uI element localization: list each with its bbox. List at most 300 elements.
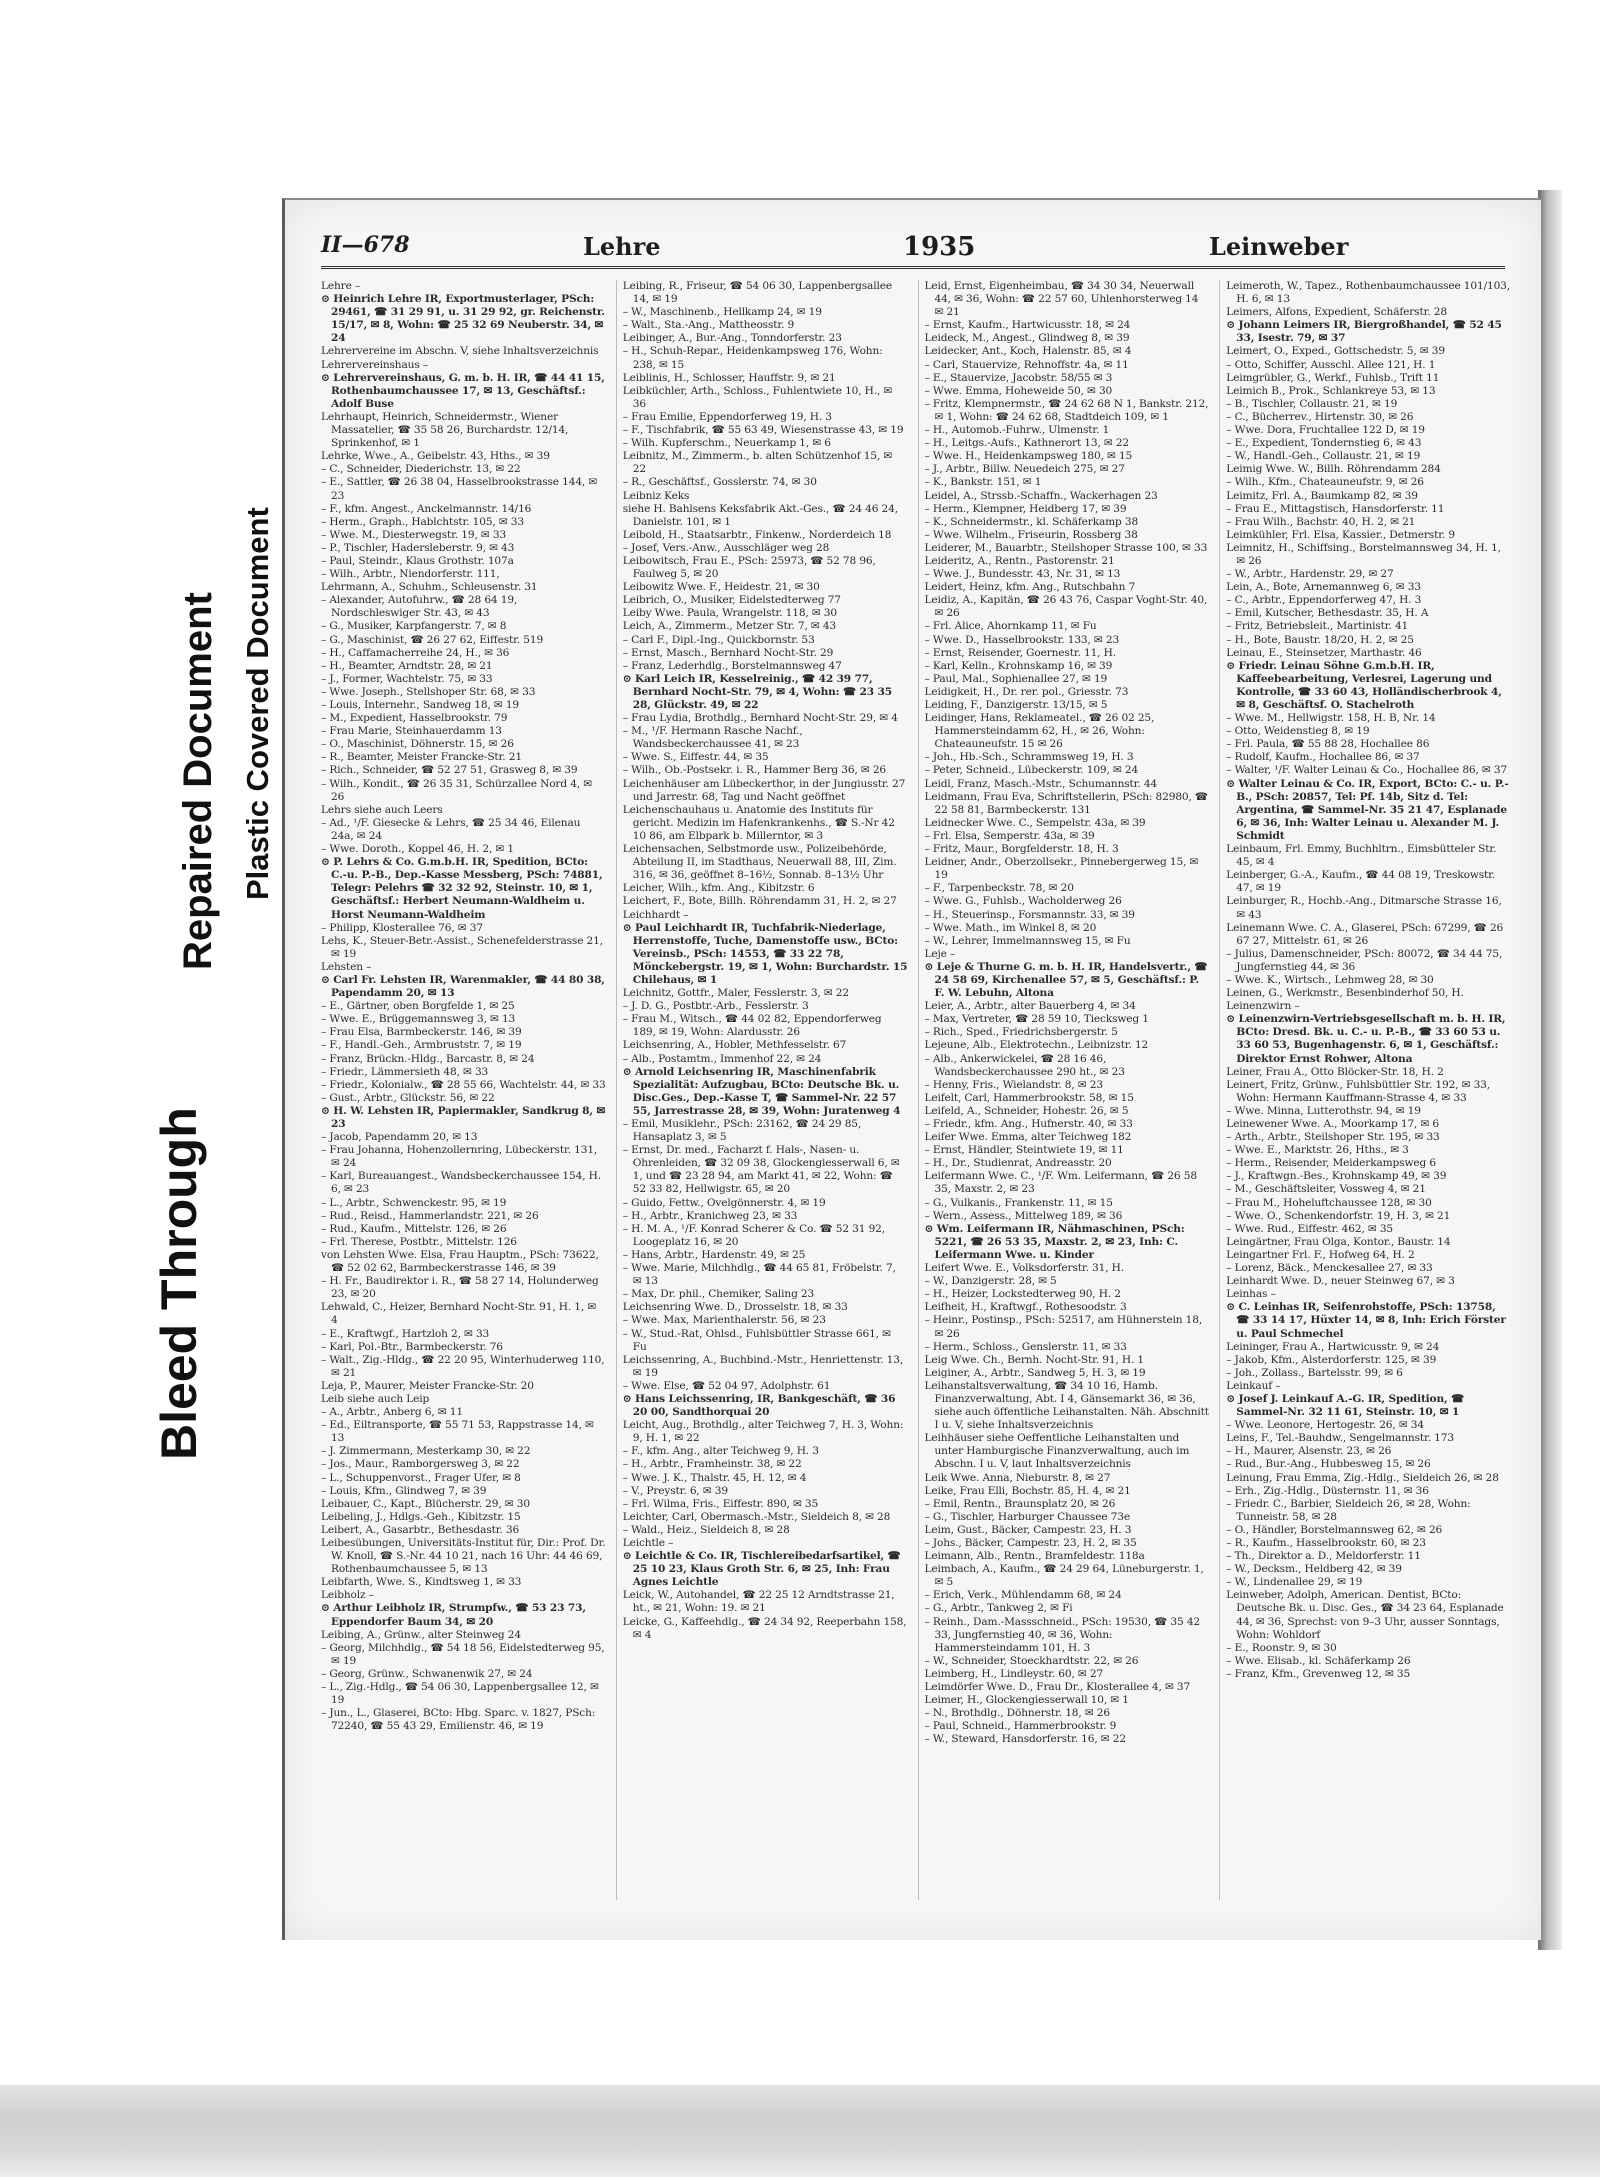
directory-entry: – W., Handl.-Geh., Collaustr. 21, ✉ 19 — [1226, 450, 1421, 463]
directory-entry: – Wwe. Elisab., kl. Schäferkamp 26 — [1226, 1654, 1411, 1667]
directory-entry: – Gust., Arbtr., Glückstr. 56, ✉ 22 — [321, 1091, 495, 1104]
directory-entry: – Carl, Stauervize, Rehnoffstr. 4a, ✉ 11 — [924, 358, 1129, 371]
directory-entry: – L., Zig.-Hdlg., ☎ 54 06 30, Lappenbergsallee 12, ✉ 19 — [321, 1681, 599, 1707]
directory-entry: – Jakob, Kfm., Alsterdorferstr. 125, ✉ 39 — [1226, 1353, 1437, 1366]
directory-entry: – Frl. Elsa, Semperstr. 43a, ✉ 39 — [924, 829, 1095, 842]
directory-entry: ⊙ Leichtle & Co. IR, Tischlereibedarfsartikel, ☎ 25 10 23, Klaus Groth Str. 6, ✉ 25, Inh: Frau Agnes Leichtle — [622, 1550, 901, 1589]
directory-entry: ⊙ Wm. Leifermann IR, Nähmaschinen, PSch: 5221, ☎ 26 53 35, Maxstr. 2, ✉ 23, Inh: C. Leifermann Wwe. u. Kinder — [924, 1222, 1185, 1261]
directory-entry: Leinburger, R., Hochb.-Ang., Ditmarsche Strasse 16, ✉ 43 — [1226, 895, 1502, 921]
directory-entry: – Wwe. J., Bundesstr. 43, Nr. 31, ✉ 13 — [924, 568, 1121, 581]
directory-entry: – L., Schuppenvorst., Frager Ufer, ✉ 8 — [321, 1471, 521, 1484]
directory-entry: Leinung, Frau Emma, Zig.-Hdlg., Sieldeich 26, ✉ 28 — [1226, 1471, 1499, 1484]
directory-entry: – Wilh., Kondit., ☎ 26 35 31, Schürzallee Nord 4, ✉ 26 — [321, 777, 592, 803]
directory-entry: ⊙ Lehrervereinshaus, G. m. b. H. IR, ☎ 44 41 15, Rothenbaumchaussee 17, ✉ 13, Geschäftsf.: Adolf Buse — [321, 371, 605, 410]
directory-entry: Leicke, G., Kaffeehdlg., ☎ 24 34 92, Reeperbahn 158, ✉ 4 — [622, 1615, 907, 1641]
directory-entry: – Arth., Arbtr., Steilshoper Str. 195, ✉ 33 — [1226, 1131, 1440, 1144]
directory-entry: Leiding, F., Danzigerstr. 13/15, ✉ 5 — [924, 699, 1108, 711]
directory-entry: – Jacob, Papendamm 20, ✉ 13 — [321, 1131, 478, 1144]
directory-entry: – Paul, Mal., Sophienallee 27, ✉ 19 — [924, 672, 1108, 685]
directory-entry: – V., Preystr. 6, ✉ 39 — [622, 1484, 728, 1497]
directory-entry: – H. Fr., Baudirektor i. R., ☎ 58 27 14, Holunderweg 23, ✉ 20 — [321, 1275, 599, 1301]
directory-entry: – J. D. G., Postbtr.-Arb., Fesslerstr. 3 — [622, 1000, 809, 1013]
directory-entry: Leich, A., Zimmerm., Metzer Str. 7, ✉ 43 — [622, 620, 837, 633]
directory-entry: Leingartner Frl. F., Hofweg 64, H. 2 — [1226, 1248, 1415, 1261]
directory-entry: Leifelt, Carl, Hammerbrookstr. 58, ✉ 15 — [924, 1091, 1134, 1104]
directory-entry: – W., Stud.-Rat, Ohlsd., Fuhlsbüttler Strasse 661, ✉ Fu — [622, 1327, 891, 1353]
directory-entry: Lehsten – — [321, 960, 372, 973]
directory-entry: Leibküchler, Arth., Schloss., Fuhlentwiete 10, H., ✉ 36 — [622, 384, 893, 410]
directory-entry: Leidecker, Ant., Koch, Halenstr. 85, ✉ 4 — [924, 345, 1132, 358]
directory-entry: – H., Arbtr., Kranichweg 23, ✉ 33 — [622, 1209, 798, 1222]
directory-entry: – Karl, Bureauangest., Wandsbeckerchaussee 154, H. 6, ✉ 23 — [321, 1170, 601, 1196]
directory-entry: Leichsenring Wwe. D., Drosselstr. 18, ✉ 33 — [622, 1301, 848, 1314]
directory-entry: – W., Maschinenb., Hellkamp 24, ✉ 19 — [622, 306, 822, 319]
directory-entry: Leichensachen, Selbstmorde usw., Polizeibehörde, Abteilung II, im Stadthaus, Neuerwall 88, III, Zim. 316, ✉ 36, geöffnet 8–16½, Sonnab. 8–13½ Uhr — [622, 843, 897, 882]
page-header — [321, 232, 1505, 269]
directory-entry: – J. Zimmermann, Mesterkamp 30, ✉ 22 — [321, 1445, 531, 1458]
directory-entry: – H., Heizer, Lockstedterweg 90, H. 2 — [924, 1288, 1121, 1301]
directory-entry: – Wwe. S., Eiffestr. 44, ✉ 35 — [622, 751, 769, 764]
directory-entry: Leibniz Keks — [622, 489, 690, 502]
directory-entry: ⊙ Leinenzwirn-Vertriebsgesellschaft m. b. H. IR, BCto: Dresd. Bk. u. C.- u. P.-B., ☎ 33 60 53 u. 33 60 53, Bugenhagenstr. 6, ✉ 1, Geschäftsf.: Direktor Ernst Rohwer, Altona — [1226, 1013, 1506, 1065]
directory-entry: – Alb., Ankerwickelei, ☎ 28 16 46, Wandsbeckerchaussee 290 ht., ✉ 23 — [924, 1052, 1125, 1078]
directory-entry: Leichhardt – — [622, 908, 689, 921]
directory-entry: Leimbach, A., Kaufm., ☎ 24 29 64, Lüneburgerstr. 1, ✉ 5 — [924, 1563, 1204, 1589]
directory-entry: – H., Steuerinsp., Forsmannstr. 33, ✉ 39 — [924, 908, 1135, 921]
directory-entry: – Emil, Kutscher, Bethesdastr. 35, H. A — [1226, 607, 1429, 620]
directory-entry: Lein, A., Bote, Arnemannweg 6, ✉ 33 — [1226, 581, 1421, 594]
directory-entry: Leimkühler, Frl. Elsa, Kassier., Detmerstr. 9 — [1226, 528, 1455, 541]
directory-entry: – K., Schneidermstr., kl. Schäferkamp 38 — [924, 515, 1139, 528]
directory-entry: – Alexander, Autofuhrw., ☎ 28 64 19, Nordschleswiger Str. 43, ✉ 43 — [321, 594, 518, 620]
directory-entry: – Wwe. Minna, Lutterothstr. 94, ✉ 19 — [1226, 1104, 1421, 1117]
directory-entry: ⊙ Carl Fr. Lehsten IR, Warenmakler, ☎ 44 80 38, Papendamm 20, ✉ 13 — [321, 973, 605, 1000]
directory-entry: – Th., Direktor a. D., Meldorferstr. 11 — [1226, 1550, 1421, 1563]
directory-entry: – Erich, Verk., Mühlendamm 68, ✉ 24 — [924, 1589, 1122, 1602]
directory-entry: – Georg, Grünw., Schwanenwik 27, ✉ 24 — [321, 1667, 533, 1680]
directory-entry: – Frau Johanna, Hohenzollernring, Lübeckerstr. 131, ✉ 24 — [321, 1144, 598, 1170]
directory-entry: – Rich., Schneider, ☎ 52 27 51, Grasweg 8, ✉ 39 — [321, 764, 578, 777]
header-right-word: Leinweber — [1209, 232, 1349, 261]
directory-entry: Leibesübungen, Universitäts-Institut für, Dir.: Prof. Dr. W. Knoll, ☎ S.-Nr. 44 10 21, nach 16 Uhr: 44 46 69, Rothenbaumchaussee 5, ✉ 13 — [321, 1537, 606, 1576]
directory-entry: – Frau Elsa, Barmbeckerstr. 146, ✉ 39 — [321, 1026, 522, 1039]
directory-entry: – Johs., Bäcker, Campestr. 23, H. 2, ✉ 35 — [924, 1537, 1137, 1549]
directory-entry: Leibold, H., Staatsarbtr., Finkenw., Norderdeich 18 — [622, 528, 892, 541]
directory-entry: – C., Bücherrev., Hirtenstr. 30, ✉ 26 — [1226, 410, 1414, 423]
directory-entry: – Ernst, Reisender, Goernestr. 11, H. — [924, 646, 1116, 659]
directory-entry: Leiner, Frau A., Otto Blöcker-Str. 18, H. 2 — [1226, 1065, 1444, 1078]
directory-entry: Leig Wwe. Ch., Bernh. Nocht-Str. 91, H. 1 — [924, 1353, 1144, 1366]
directory-entry: ⊙ C. Leinhas IR, Seifenrohstoffe, PSch: 13758, ☎ 33 14 17, Hüxter 14, ✉ 8, Inh: Erich Förster u. Paul Schmechel — [1226, 1301, 1506, 1340]
directory-entry: – W., Schneider, Stoeckhardtstr. 22, ✉ 26 — [924, 1654, 1139, 1667]
directory-entry: – Fritz, Klempnermstr., ☎ 24 62 68 N 1, Bankstr. 212, ✉ 1, Wohn: ☎ 24 62 68, Stadtdeich 109, ✉ 1 — [924, 397, 1209, 423]
directory-entry: Leimich B., Prok., Schlankreye 53, ✉ 13 — [1226, 384, 1436, 397]
directory-entry: – Herm., Klempner, Heidberg 17, ✉ 39 — [924, 502, 1127, 515]
directory-entry: – Rudolf, Kaufm., Hochallee 86, ✉ 37 — [1226, 751, 1420, 764]
directory-entry: – G., Vulkanis., Frankenstr. 11, ✉ 15 — [924, 1196, 1113, 1209]
directory-entry: – Wilh., Ob.-Postsekr. i. R., Hammer Berg 36, ✉ 26 — [622, 764, 887, 777]
directory-entry: – P., Tischler, Hadersleberstr. 9, ✉ 43 — [321, 541, 515, 554]
directory-entry: – W., Decksm., Heldberg 42, ✉ 39 — [1226, 1563, 1402, 1576]
directory-entry: – Rud., Bur.-Ang., Hubbesweg 15, ✉ 26 — [1226, 1458, 1431, 1471]
directory-entry: – H., Beamter, Arndtstr. 28, ✉ 21 — [321, 659, 493, 672]
directory-entry: Leiginer, A., Arbtr., Sandweg 5, H. 3, ✉ 19 — [924, 1366, 1146, 1379]
directory-entry: – Wwe. J. K., Thalstr. 45, H. 12, ✉ 4 — [622, 1471, 807, 1484]
directory-entry: Leichert, F., Bote, Billh. Röhrendamm 31, H. 2, ✉ 27 — [622, 895, 897, 908]
directory-entry: – Wwe. Emma, Hoheweide 50, ✉ 30 — [924, 384, 1113, 397]
directory-entry: – G., Maschinist, ☎ 26 27 62, Eiffestr. 519 — [321, 633, 544, 646]
directory-entry: – W., Lehrer, Immelmannsweg 15, ✉ Fu — [924, 934, 1131, 947]
directory-entry: – C., Arbtr., Eppendorferweg 47, H. 3 — [1226, 594, 1422, 607]
directory-entry: – Wwe. Leonore, Hertogestr. 26, ✉ 34 — [1226, 1419, 1424, 1432]
directory-entry: – Georg, Milchhdlg., ☎ 54 18 56, Eidelstedterweg 95, ✉ 19 — [321, 1641, 605, 1667]
directory-entry: ⊙ Johann Leimers IR, Biergroßhandel, ☎ 52 45 33, Isestr. 79, ✉ 37 — [1226, 319, 1502, 345]
directory-entry: Leier, A., Arbtr., alter Bauerberg 4, ✉ 34 — [924, 1000, 1136, 1013]
directory-entry: Leininger, Frau A., Hartwicusstr. 9, ✉ 24 — [1226, 1340, 1440, 1353]
directory-entry: – Louis, Kfm., Glindweg 7, ✉ 39 — [321, 1484, 487, 1497]
directory-entry: – E., Sattler, ☎ 26 38 04, Hasselbrookstrasse 144, ✉ 23 — [321, 476, 598, 502]
directory-entry: – Frau M., Witsch., ☎ 44 02 82, Eppendorferweg 189, ✉ 19, Wohn: Alardusstr. 26 — [622, 1013, 882, 1039]
directory-entry: Lehrervereine im Abschn. V, siehe Inhaltsverzeichnis — [321, 345, 599, 358]
directory-entry: – Friedr., Lämmersieth 48, ✉ 33 — [321, 1065, 489, 1078]
directory-entry: – Alb., Postamtm., Immenhof 22, ✉ 24 — [622, 1052, 822, 1065]
directory-entry: – Frl. Paula, ☎ 55 88 28, Hochallee 86 — [1226, 738, 1430, 751]
directory-entry: – F., Tarpenbeckstr. 78, ✉ 20 — [924, 882, 1074, 895]
directory-entry: Leidinger, Hans, Reklameatel., ☎ 26 02 25, Hammersteindamm 62, H., ✉ 26, Wohn: Chateauneufstr. 15 ✉ 26 — [924, 712, 1155, 751]
directory-entry: – H. M. A., ¹/F. Konrad Scherer & Co. ☎ 52 31 92, Loogeplatz 16, ✉ 20 — [622, 1222, 885, 1248]
label-bleed-through: Bleed Through — [151, 1107, 207, 1460]
directory-entry: Leibeling, J., Hdlgs.-Geh., Kibitzstr. 15 — [321, 1510, 521, 1523]
directory-entry: Leidiz, A., Kapitän, ☎ 26 43 76, Caspar Voght-Str. 40, ✉ 26 — [924, 594, 1208, 620]
directory-entry: Leidl, Franz, Masch.-Mstr., Schumannstr. 44 — [924, 777, 1158, 790]
directory-entry: Leibowitz Wwe. F., Heidestr. 21, ✉ 30 — [622, 581, 820, 594]
directory-entry: – Otto, Weidenstieg 8, ✉ 19 — [1226, 725, 1370, 738]
directory-entry: – Friedr. C., Barbier, Sieldeich 26, ✉ 28, Wohn: Tunneistr. 58, ✉ 28 — [1226, 1497, 1471, 1523]
directory-entry: – H., Caffamacherreihe 24, H., ✉ 36 — [321, 646, 510, 659]
directory-entry: – Wwe. G., Fuhlsb., Wacholderweg 26 — [924, 895, 1122, 908]
directory-page — [282, 198, 1541, 1940]
directory-entry: von Lehsten Wwe. Elsa, Frau Hauptm., PSch: 73622, ☎ 52 02 62, Barmbeckerstrasse 146, ✉ 39 — [321, 1248, 599, 1275]
directory-entry: Leick, W., Autohandel, ☎ 22 25 12 Arndtstrasse 21, ht., ✉ 21, Wohn: 19. ✉ 21 — [622, 1589, 895, 1615]
directory-entry: Leibrich, O., Musiker, Eidelstedterweg 77 — [622, 594, 841, 607]
directory-entry: – Wwe. Max, Marienthalerstr. 56, ✉ 23 — [622, 1314, 826, 1327]
directory-entry: Lehrervereinshaus – — [321, 358, 428, 371]
directory-entry: – G., Arbtr., Tankweg 2, ✉ Fi — [924, 1602, 1073, 1615]
directory-entry: – M., Geschäftsleiter, Vossweg 4, ✉ 21 — [1226, 1183, 1426, 1196]
directory-entry: Lehs, K., Steuer-Betr.-Assist., Schenefelderstrasse 21, ✉ 19 — [321, 934, 603, 960]
directory-entry: Leiderer, M., Bauarbtr., Steilshoper Strasse 100, ✉ 33 — [924, 541, 1208, 554]
directory-entry: Leimert, O., Exped., Gottschedstr. 5, ✉ 39 — [1226, 345, 1445, 358]
directory-entry: Leichsenring, A., Hobler, Methfesselstr. 67 — [622, 1039, 847, 1052]
directory-entry: – Wilh., Kfm., Chateauneufstr. 9, ✉ 26 — [1226, 476, 1424, 489]
directory-columns — [321, 280, 1511, 1900]
directory-entry: – Ernst, Händler, Steintwiete 19, ✉ 11 — [924, 1144, 1124, 1157]
directory-entry: Leja, P., Maurer, Meister Francke-Str. 20 — [321, 1379, 534, 1392]
directory-entry: – Rud., Kaufm., Mittelstr. 126, ✉ 26 — [321, 1222, 507, 1235]
directory-entry: – Friedr., Kolonialw., ☎ 28 55 66, Wachtelstr. 44, ✉ 33 — [321, 1078, 606, 1091]
directory-entry: – H., Bote, Baustr. 18/20, H. 2, ✉ 25 — [1226, 633, 1414, 646]
directory-entry: Leinewener Wwe. A., Moorkamp 17, ✉ 6 — [1226, 1118, 1440, 1130]
directory-entry: – H., Arbtr., Framheinstr. 38, ✉ 22 — [622, 1458, 802, 1471]
directory-entry: Leichenschauhaus u. Anatomie des Instituts für gericht. Medizin im Hafenkrankenhs., ☎ S.-Nr 42 10 86, am Elbpark b. Millerntor, ✉ 3 — [622, 803, 895, 842]
directory-entry: Leidigkeit, H., Dr. rer. pol., Griesstr. 73 — [924, 685, 1129, 698]
directory-entry: – O., Händler, Borstelmannsweg 62, ✉ 26 — [1226, 1523, 1443, 1536]
directory-entry: – Emil, Rentn., Braunsplatz 20, ✉ 26 — [924, 1497, 1116, 1510]
directory-entry: – Frau E., Mittagstisch, Hansdorferstr. 11 — [1226, 502, 1445, 515]
directory-entry: Lejeune, Alb., Elektrotechn., Leibnizstr. 12 — [924, 1039, 1149, 1052]
directory-entry: – Wwe. Marie, Milchhdlg., ☎ 44 65 81, Fröbelstr. 7, ✉ 13 — [622, 1262, 896, 1288]
directory-entry: Leidmann, Frau Eva, Schriftstellerin, PSch: 82980, ☎ 22 58 81, Barmbeckerstr. 131 — [924, 790, 1208, 816]
directory-entry: – Frau Emilie, Eppendorferweg 19, H. 3 — [622, 410, 832, 423]
directory-entry: Leimnitz, H., Schiffsing., Borstelmannsweg 34, H. 1, ✉ 26 — [1226, 541, 1501, 567]
directory-entry: ⊙ Heinrich Lehre IR, Exportmusterlager, PSch: 29461, ☎ 31 29 91, u. 31 29 92, gr. Reichenstr. 15/17, ✉ 8, Wohn: ☎ 25 32 69 Neuberstr. 34, ✉ 24 — [321, 293, 605, 345]
directory-entry: – Karl, Kelln., Krohnskamp 16, ✉ 39 — [924, 659, 1113, 672]
directory-entry: – Friedr., kfm. Ang., Hufnerstr. 40, ✉ 33 — [924, 1118, 1133, 1130]
directory-entry: – Herm., Graph., Hablchtstr. 105, ✉ 33 — [321, 515, 524, 528]
directory-entry: – Philipp, Klosterallee 76, ✉ 37 — [321, 921, 483, 934]
directory-entry: – Franz, Lederhdlg., Borstelmannsweg 47 — [622, 659, 842, 672]
directory-entry: – W., Lindenallee 29, ✉ 19 — [1226, 1576, 1363, 1589]
directory-entry: Leinenzwirn – — [1226, 1000, 1300, 1013]
directory-entry: – Wwe. Else, ☎ 52 04 97, Adolphstr. 61 — [622, 1379, 831, 1392]
scanner-bar — [0, 2085, 1600, 2177]
directory-entry: Leidner, Andr., Oberzollsekr., Pinnebergerweg 15, ✉ 19 — [924, 856, 1199, 882]
directory-entry: – Wwe. Joseph., Stellshoper Str. 68, ✉ 33 — [321, 685, 536, 698]
directory-entry: – H., Automob.-Fuhrw., Ulmenstr. 1 — [924, 424, 1110, 437]
directory-entry: – Wern., Assess., Mittelweg 189, ✉ 36 — [924, 1209, 1123, 1222]
directory-entry: ⊙ Walter Leinau & Co. IR, Export, BCto: C.- u. P.-B., PSch: 20857, Tel: Pf. 14b, Sitz d. Tel: Argentina, ☎ Sammel-Nr. 35 21 47, Esplanade 6, ✉ 36, Inh: Walter Leinau u. Alexander M. J. Schmidt — [1226, 777, 1509, 842]
directory-entry: Leifert Wwe. E., Volksdorferstr. 31, H. — [924, 1262, 1124, 1275]
directory-entry: – Heinr., Postinsp., PSch: 52517, am Hühnerstein 18, ✉ 26 — [924, 1314, 1203, 1340]
directory-entry: siehe H. Bahlsens Keksfabrik Akt.-Ges., ☎ 24 46 24, Danielstr. 101, ✉ 1 — [622, 502, 898, 528]
label-repaired-document: Repaired Document — [176, 592, 220, 970]
directory-entry: – Frau M., Hoheluftchaussee 128, ✉ 30 — [1226, 1196, 1432, 1209]
directory-entry: Leicher, Wilh., kfm. Ang., Kibitzstr. 6 — [622, 882, 815, 895]
directory-entry: – L., Arbtr., Schwenckestr. 95, ✉ 19 — [321, 1196, 507, 1209]
directory-entry: Leibinger, A., Bur.-Ang., Tonndorferstr. 23 — [622, 332, 842, 345]
directory-entry: – Ernst, Dr. med., Facharzt f. Hals-, Nasen- u. Ohrenleiden, ☎ 32 09 38, Glockengiesserwall 6, ✉ 1, und ☎ 23 28 94, am Markt 41, ✉ 22, Wohn: ☎ 52 33 82, Hellwigstr. 65, ✉ 20 — [622, 1144, 900, 1196]
directory-entry: Lehwald, C., Heizer, Bernhard Nocht-Str. 91, H. 1, ✉ 4 — [321, 1301, 597, 1327]
directory-entry: – E., Roonstr. 9, ✉ 30 — [1226, 1641, 1337, 1654]
directory-entry: – Wilh. Kupferschm., Neuerkamp 1, ✉ 6 — [622, 437, 831, 450]
directory-entry: – Wwe. Math., im Winkel 8, ✉ 20 — [924, 921, 1097, 934]
directory-entry: Leinhas – — [1226, 1288, 1276, 1301]
directory-column-4 — [1219, 280, 1511, 1900]
directory-entry: – Ernst, Masch., Bernhard Nocht-Str. 29 — [622, 646, 834, 659]
directory-entry: – W., Steward, Hansdorferstr. 16, ✉ 22 — [924, 1733, 1126, 1746]
directory-entry: Leimig Wwe. W., Billh. Röhrendamm 284 — [1226, 463, 1441, 476]
directory-entry: Leibholz – — [321, 1589, 374, 1602]
directory-entry: – R., Beamter, Meister Francke-Str. 21 — [321, 751, 522, 764]
directory-entry: – Wwe. M., Hellwigstr. 158, H. B, Nr. 14 — [1226, 712, 1436, 725]
directory-entry: – G., Tischler, Harburger Chaussee 73e — [924, 1510, 1130, 1523]
directory-entry: – Guido, Fettw., Ovelgönnerstr. 4, ✉ 19 — [622, 1196, 826, 1209]
page-number: II—678 — [321, 232, 410, 258]
directory-entry: – Wwe. Rud., Eiffestr. 462, ✉ 35 — [1226, 1222, 1393, 1235]
directory-entry: – Lorenz, Bäck., Menckesallee 27, ✉ 33 — [1226, 1262, 1433, 1275]
directory-entry: – Wwe. O., Schenkendorfstr. 19, H. 3, ✉ 21 — [1226, 1209, 1451, 1222]
directory-entry: – Walt., Sta.-Ang., Mattheosstr. 9 — [622, 319, 795, 332]
directory-entry: Leicht, Aug., Brothdlg., alter Teichweg 7, H. 3, Wohn: 9, H. 1, ✉ 22 — [622, 1419, 904, 1445]
directory-entry: Leihhäuser siehe Oeffentliche Leihanstalten und unter Hamburgische Finanzverwaltung, auch im Abschn. I u. V, laut Inhaltsverzeichnis — [924, 1432, 1190, 1471]
directory-entry: Leifer Wwe. Emma, alter Teichweg 182 — [924, 1131, 1132, 1144]
directory-entry: – E., Kraftwgf., Hartzloh 2, ✉ 33 — [321, 1327, 490, 1340]
directory-entry: – Wwe. E., Marktstr. 26, Hths., ✉ 3 — [1226, 1144, 1409, 1157]
directory-entry: Lehre – — [321, 280, 361, 292]
directory-entry: Leimeroth, W., Tapez., Rothenbaumchaussee 101/103, H. 6, ✉ 13 — [1226, 280, 1510, 306]
directory-entry: – N., Brothdlg., Döhnerstr. 18, ✉ 26 — [924, 1707, 1110, 1720]
header-year: 1935 — [903, 232, 976, 262]
directory-entry: – Reinh., Dam.-Massschneid., PSch: 19530, ☎ 35 42 33, Jungfernstieg 40, ✉ 36, Wohn: Hammersteindamm 101, H. 3 — [924, 1615, 1200, 1654]
directory-entry: Leimberg, H., Lindleystr. 60, ✉ 27 — [924, 1667, 1104, 1680]
directory-entry: Leibing, A., Grünw., alter Steinweg 24 — [321, 1628, 521, 1641]
directory-entry: – R., Kaufm., Hasselbrookstr. 60, ✉ 23 — [1226, 1537, 1426, 1549]
directory-entry: Leifeld, A., Schneider, Hohestr. 26, ✉ 5 — [924, 1104, 1129, 1117]
directory-entry: Leichenhäuser am Lübeckerthor, in der Jungiusstr. 27 und Jarrestr. 68, Tag und Nacht geöffnet — [622, 777, 906, 803]
directory-entry: – H., Maurer, Alsenstr. 23, ✉ 26 — [1226, 1445, 1392, 1458]
directory-entry: – Frl. Wilma, Fris., Eiffestr. 890, ✉ 35 — [622, 1497, 819, 1510]
directory-entry: – Peter, Schneid., Lübeckerstr. 109, ✉ 24 — [924, 764, 1139, 777]
directory-entry: Leifermann Wwe. C., ¹/F. Wm. Leifermann, ☎ 26 58 35, Maxstr. 2, ✉ 23 — [924, 1170, 1197, 1196]
directory-entry: – Rud., Reisd., Hammerlandstr. 221, ✉ 26 — [321, 1209, 539, 1222]
directory-entry: Leibauer, C., Kapt., Blücherstr. 29, ✉ 30 — [321, 1497, 530, 1510]
directory-entry: ⊙ Josef J. Leinkauf A.-G. IR, Spedition, ☎ Sammel-Nr. 32 11 61, Steinstr. 10, ✉ 1 — [1226, 1392, 1465, 1419]
directory-entry: Lehrke, Wwe., A., Geibelstr. 43, Hths., ✉ 39 — [321, 450, 550, 463]
directory-entry: – Frl. Alice, Ahornkamp 11, ✉ Fu — [924, 620, 1097, 633]
directory-entry: – C., Schneider, Diederichstr. 13, ✉ 22 — [321, 463, 521, 476]
directory-entry: – Jun., L., Glaserei, BCto: Hbg. Sparc. v. 1827, PSch: 72240, ☎ 55 43 29, Emilienstr. 46, ✉ 19 — [321, 1707, 596, 1733]
directory-entry: Leibing, R., Friseur, ☎ 54 06 30, Lappenbergsallee 14, ✉ 19 — [622, 280, 892, 306]
page-edge-shadow — [1538, 190, 1562, 1950]
directory-entry: – H., Dr., Studienrat, Andreasstr. 20 — [924, 1157, 1112, 1170]
directory-entry: – M., Expedient, Hasselbrookstr. 79 — [321, 712, 508, 725]
directory-entry: – J., Kraftwgn.-Bes., Krohnskamp 49, ✉ 39 — [1226, 1170, 1447, 1183]
directory-entry: – G., Musiker, Karpfangerstr. 7, ✉ 8 — [321, 620, 507, 633]
directory-entry: – Herm., Reisender, Meiderkampsweg 6 — [1226, 1157, 1436, 1170]
directory-entry: – Wwe. E., Brüggemannsweg 3, ✉ 13 — [321, 1013, 516, 1026]
directory-entry: Leinweber, Adolph, American. Dentist, BCto: Deutsche Bk. u. Disc. Ges., ☎ 34 23 64, Esplanade 44, ✉ 36, Sprechst: von 9–3 Uhr, ausser Sonntags, Wohn: Wohldorf — [1226, 1589, 1504, 1641]
directory-entry: – Hans, Arbtr., Hardenstr. 49, ✉ 25 — [622, 1248, 806, 1261]
directory-entry: – Wwe. D., Hasselbrookstr. 133, ✉ 23 — [924, 633, 1120, 646]
directory-entry: Leichtle – — [622, 1537, 674, 1549]
directory-entry: – J., Former, Wachtelstr. 75, ✉ 33 — [321, 672, 493, 685]
directory-entry: ⊙ Arnold Leichsenring IR, Maschinenfabrik Spezialität: Aufzugbau, BCto: Deutsche Bk. u. Disc.Ges., Dep.-Kasse T, ☎ Sammel-Nr. 22 57 55, Jarrestrasse 28, ✉ 39, Wohn: Juratenweg 4 — [622, 1065, 901, 1117]
directory-entry: Leiblinis, H., Schlosser, Hauffstr. 9, ✉ 21 — [622, 371, 836, 384]
directory-entry: Leimer, H., Glockengiesserwall 10, ✉ 1 — [924, 1694, 1129, 1707]
directory-entry: Leinemann Wwe. C. A., Glaserei, PSch: 67299, ☎ 26 67 27, Mittelstr. 61, ✉ 26 — [1226, 921, 1504, 947]
directory-entry: Leideritz, A., Rentn., Pastorenstr. 21 — [924, 554, 1115, 567]
directory-entry: Leinbaum, Frl. Emmy, Buchhltrn., Eimsbütteler Str. 45, ✉ 4 — [1226, 843, 1497, 869]
directory-entry: – Wwe. M., Diesterwegstr. 19, ✉ 33 — [321, 528, 507, 541]
directory-entry: – E., Stauervize, Jacobstr. 58/55 ✉ 3 — [924, 371, 1113, 384]
directory-entry: Lehrmann, A., Schuhm., Schleusenstr. 31 — [321, 581, 538, 594]
directory-entry: – Frau Wilh., Bachstr. 40, H. 2, ✉ 21 — [1226, 515, 1416, 528]
directory-entry: – Walter, ¹/F. Walter Leinau & Co., Hochallee 86, ✉ 37 — [1226, 764, 1508, 777]
directory-entry: – Emil, Musiklehr., PSch: 23162, ☎ 24 29 85, Hansaplatz 3, ✉ 5 — [622, 1118, 862, 1144]
directory-entry: ⊙ H. W. Lehsten IR, Papiermakler, Sandkrug 8, ✉ 23 — [321, 1104, 606, 1130]
directory-entry: Leidnecker Wwe. C., Sempelstr. 43a, ✉ 39 — [924, 816, 1146, 829]
directory-entry: – F., Handl.-Geh., Armbruststr. 7, ✉ 19 — [321, 1039, 522, 1052]
directory-entry: – Wwe. Dora, Fruchtallee 122 D, ✉ 19 — [1226, 424, 1425, 437]
directory-entry: – Julius, Damenschneider, PSch: 80072, ☎ 34 44 75, Jungfernstieg 44, ✉ 36 — [1226, 947, 1503, 973]
directory-entry: – Franz, Kfm., Grevenweg 12, ✉ 35 — [1226, 1667, 1411, 1680]
directory-entry: – Wwe. Doroth., Koppel 46, H. 2, ✉ 1 — [321, 843, 514, 856]
directory-entry: Leid, Ernst, Eigenheimbau, ☎ 34 30 34, Neuerwall 44, ✉ 36, Wohn: ☎ 22 57 60, Uhlenhorsterweg 14 ✉ 21 — [924, 280, 1199, 319]
directory-entry: – W., Danzigerstr. 28, ✉ 5 — [924, 1275, 1057, 1288]
directory-entry: – Louis, Internehr., Sandweg 18, ✉ 19 — [321, 699, 520, 711]
directory-entry: Leinert, Fritz, Grünw., Fuhlsbüttler Str. 192, ✉ 33, Wohn: Hermann Kauffmann-Strasse 4, ✉ 33 — [1226, 1078, 1490, 1104]
directory-entry: Leideck, M., Angest., Glindweg 8, ✉ 39 — [924, 332, 1130, 345]
directory-entry: – Fritz, Betriebsleit., Martinistr. 41 — [1226, 620, 1409, 633]
directory-entry: – W., Arbtr., Hardenstr. 29, ✉ 27 — [1226, 568, 1394, 581]
directory-entry: Leim, Gust., Bäcker, Campestr. 23, H. 3 — [924, 1523, 1132, 1536]
directory-entry: – Otto, Schiffer, Ausschl. Allee 121, H. 1 — [1226, 358, 1436, 371]
directory-entry: – K., Bankstr. 151, ✉ 1 — [924, 476, 1042, 489]
directory-entry: Leidert, Heinz, kfm. Ang., Rutschbahn 7 — [924, 581, 1136, 594]
directory-entry: Leiby Wwe. Paula, Wrangelstr. 118, ✉ 30 — [622, 607, 837, 620]
directory-entry: – Wilh., Arbtr., Niendorferstr. 111, — [321, 568, 500, 581]
directory-entry: – Wald., Heiz., Sieldeich 8, ✉ 28 — [622, 1523, 790, 1536]
directory-entry: – Erh., Zig.-Hdlg., Düsternstr. 11, ✉ 36 — [1226, 1484, 1429, 1497]
directory-entry: – Frau Marie, Steinhauerdamm 13 — [321, 725, 502, 738]
directory-entry: Leinkauf – — [1226, 1379, 1281, 1392]
directory-entry: – H., Schuh-Repar., Heidenkampsweg 176, Wohn: 238, ✉ 15 — [622, 345, 883, 371]
directory-entry: – Paul, Steindr., Klaus Grothstr. 107a — [321, 554, 514, 567]
directory-entry: – Henny, Fris., Wielandstr. 8, ✉ 23 — [924, 1078, 1103, 1091]
directory-entry: Lehrs siehe auch Leers — [321, 803, 443, 816]
directory-entry: Lehrhaupt, Heinrich, Schneidermstr., Wiener Massatelier, ☎ 35 58 26, Burchardstr. 12/14, Sprinkenhof, ✉ 1 — [321, 410, 569, 450]
directory-entry: ⊙ Friedr. Leinau Söhne G.m.b.H. IR, Kaffeebearbeitung, Verlesrei, Lagerung und Kontrolle, ☎ 33 60 43, Holländischerbrook 4, ✉ 8, Geschäftsf. O. Stachelroth — [1226, 659, 1502, 711]
directory-entry: – E., Gärtner, oben Borgfelde 1, ✉ 25 — [321, 1000, 515, 1013]
directory-entry: Leichnitz, Gottfr., Maler, Fesslerstr. 3, ✉ 22 — [622, 987, 849, 1000]
directory-entry: – Carl F., Dipl.-Ing., Quickbornstr. 53 — [622, 633, 815, 646]
directory-entry: – Frau Lydia, Brothdlg., Bernhard Nocht-Str. 29, ✉ 4 — [622, 712, 898, 725]
directory-entry: – Jos., Maur., Ramborgersweg 3, ✉ 22 — [321, 1458, 520, 1471]
directory-entry: – B., Tischler, Collaustr. 21, ✉ 19 — [1226, 397, 1398, 410]
directory-entry: Leibnitz, M., Zimmerm., b. alten Schützenhof 15, ✉ 22 — [622, 450, 893, 476]
directory-entry: ⊙ Arthur Leibholz IR, Strumpfw., ☎ 53 23 73, Eppendorfer Baum 34, ✉ 20 — [321, 1602, 586, 1628]
directory-entry: ⊙ Karl Leich IR, Kesselreinig., ☎ 42 39 77, Bernhard Nocht-Str. 79, ✉ 4, Wohn: ☎ 23 35 28, Glückstr. 49, ✉ 22 — [622, 672, 892, 711]
directory-entry: – Max, Dr. phil., Chemiker, Saling 23 — [622, 1288, 815, 1301]
directory-entry: – E., Expedient, Tondernstieg 6, ✉ 43 — [1226, 437, 1422, 450]
directory-entry: Leimers, Alfons, Expedient, Schäferstr. 28 — [1226, 306, 1447, 319]
directory-entry: – Ed., Eiltransporte, ☎ 55 71 53, Rappstrasse 14, ✉ 13 — [321, 1419, 594, 1445]
directory-entry: ⊙ Paul Leichhardt IR, Tuchfabrik-Niederlage, Herrenstoffe, Tuche, Damenstoffe usw., BCto: Vereinsb., PSch: 14553, ☎ 33 22 78, Mönckebergstr. 19, ✉ 1, Wohn: Burchardstr. 15 Chilehaus, ✉ 1 — [622, 921, 908, 986]
directory-entry: – Frl. Therese, Postbtr., Mittelstr. 126 — [321, 1235, 517, 1248]
directory-entry: Leichssenring, A., Buchbind.-Mstr., Henriettenstr. 13, ✉ 19 — [622, 1353, 904, 1379]
directory-entry: Leimitz, Frl. A., Baumkamp 82, ✉ 39 — [1226, 489, 1418, 502]
directory-entry: Leidel, A., Strssb.-Schaffn., Wackerhagen 23 — [924, 489, 1158, 502]
directory-entry: ⊙ Leje & Thurne G. m. b. H. IR, Handelsvertr., ☎ 24 58 69, Kirchenallee 57, ✉ 5, Geschäftsf.: P. F. W. Lebuhn, Altona — [924, 960, 1208, 1000]
label-plastic-covered: Plastic Covered Document — [240, 507, 275, 900]
directory-entry: – Wwe. K., Wirtsch., Lehmweg 28, ✉ 30 — [1226, 973, 1434, 986]
directory-entry: – Josef, Vers.-Anw., Ausschläger weg 28 — [622, 541, 830, 554]
directory-entry: – A., Arbtr., Anberg 6, ✉ 11 — [321, 1406, 463, 1419]
directory-entry: – O., Maschinist, Döhnerstr. 15, ✉ 26 — [321, 738, 514, 751]
directory-entry: – Max, Vertreter, ☎ 28 59 10, Tiecksweg 1 — [924, 1013, 1149, 1026]
directory-entry: – Ernst, Kaufm., Hartwicusstr. 18, ✉ 24 — [924, 319, 1131, 332]
directory-entry: Leins, F., Tel.-Bauhdw., Sengelmannstr. 173 — [1226, 1432, 1454, 1445]
directory-entry: – F., kfm. Angest., Anckelmannstr. 14/16 — [321, 502, 532, 515]
directory-entry: Leibert, A., Gasarbtr., Bethesdastr. 36 — [321, 1523, 520, 1536]
directory-entry: Leinhardt Wwe. D., neuer Steinweg 67, ✉ 3 — [1226, 1275, 1455, 1288]
directory-entry: – Ad., ¹/F. Giesecke & Lehrs, ☎ 25 34 46, Eilenau 24a, ✉ 24 — [321, 816, 581, 842]
directory-entry: – Walt., Zig.-Hldg., ☎ 22 20 95, Winterhuderweg 110, ✉ 21 — [321, 1353, 605, 1379]
directory-entry: Leifheit, H., Kraftwgf., Rothesoodstr. 3 — [924, 1301, 1127, 1314]
directory-entry: Leib siehe auch Leip — [321, 1392, 430, 1405]
directory-entry: – Rich., Sped., Friedrichsbergerstr. 5 — [924, 1026, 1118, 1039]
directory-entry: – H., Leitgs.-Aufs., Kathnerort 13, ✉ 22 — [924, 437, 1130, 450]
